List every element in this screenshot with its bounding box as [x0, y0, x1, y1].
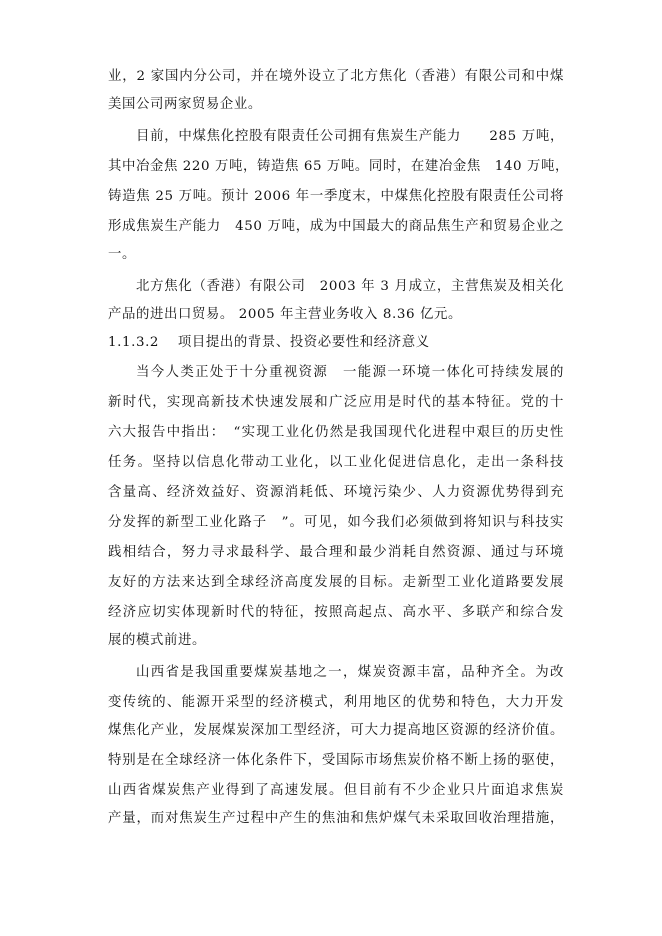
text-line: 业，2 家国内分公司，并在境外设立了北方焦化（香港）有限公司和中煤: [108, 69, 564, 84]
text-line: 山西省煤炭焦产业得到了高速发展。但目前有不少企业只片面追求焦炭: [108, 783, 564, 798]
text-line: 经济应切实体现新时代的特征，按照高起点、高水平、多联产和综合发: [108, 605, 564, 620]
text-line: 其中冶金焦 220 万吨，铸造焦 65 万吨。同时，在建冶金焦 140 万吨，: [108, 159, 569, 174]
text-line: 展的模式前进。: [108, 633, 206, 648]
text-line: 美国公司两家贸易企业。: [108, 97, 262, 112]
text-line: 分发挥的新型工业化路子 ”。可见，如今我们必须做到将知识与科技实: [108, 515, 564, 530]
text-line: 变传统的、能源开采型的经济模式，利用地区的优势和特色，大力开发: [108, 695, 564, 710]
text-line: 铸造焦 25 万吨。预计 2006 年一季度末，中煤焦化控股有限责任公司将: [108, 189, 564, 204]
text-line: 任务。坚持以信息化带动工业化，以工业化促进信息化，走出一条科技: [108, 455, 564, 470]
text-line: 山西省是我国重要煤炭基地之一，煤炭资源丰富，品种齐全。为改: [136, 665, 564, 680]
text-line: 形成焦炭生产能力 450 万吨，成为中国最大的商品焦生产和贸易企业之: [108, 219, 564, 234]
text-line: 北方焦化（香港）有限公司 2003 年 3 月成立，主营焦炭及相关化: [136, 279, 564, 294]
text-line: 一。: [108, 247, 136, 262]
text-line: 新时代，实现高新技术快速发展和广泛应用是时代的基本特征。党的十: [108, 395, 564, 410]
text-line: 特别是在全球经济一体化条件下，受国际市场焦炭价格不断上扬的驱使，: [108, 753, 564, 768]
text-line: 煤焦化产业，发展煤炭深加工型经济，可大力提高地区资源的经济价值。: [108, 723, 564, 738]
text-line: 目前，中煤焦化控股有限责任公司拥有焦炭生产能力 285 万吨，: [136, 129, 564, 144]
text-line: 产品的进出口贸易。 2005 年主营业务收入 8.36 亿元。: [108, 307, 462, 322]
text-line: 产量，而对焦炭生产过程中产生的焦油和焦炉煤气未采取回收治理措施，: [108, 811, 564, 826]
text-line: 含量高、经济效益好、资源消耗低、环境污染少、人力资源优势得到充: [108, 485, 564, 500]
text-line: 六大报告中指出： “实现工业化仍然是我国现代化进程中艰巨的历史性: [108, 425, 564, 440]
section-heading: 1.1.3.2 项目提出的背景、投资必要性和经济意义: [108, 335, 430, 350]
text-line: 当今人类正处于十分重视资源 一能源一环境一体化可持续发展的: [136, 365, 564, 380]
text-line: 友好的方法来达到全球经济高度发展的目标。走新型工业化道路要发展: [108, 575, 564, 590]
text-line: 践相结合，努力寻求最科学、最合理和最少消耗自然资源、通过与环境: [108, 545, 564, 560]
